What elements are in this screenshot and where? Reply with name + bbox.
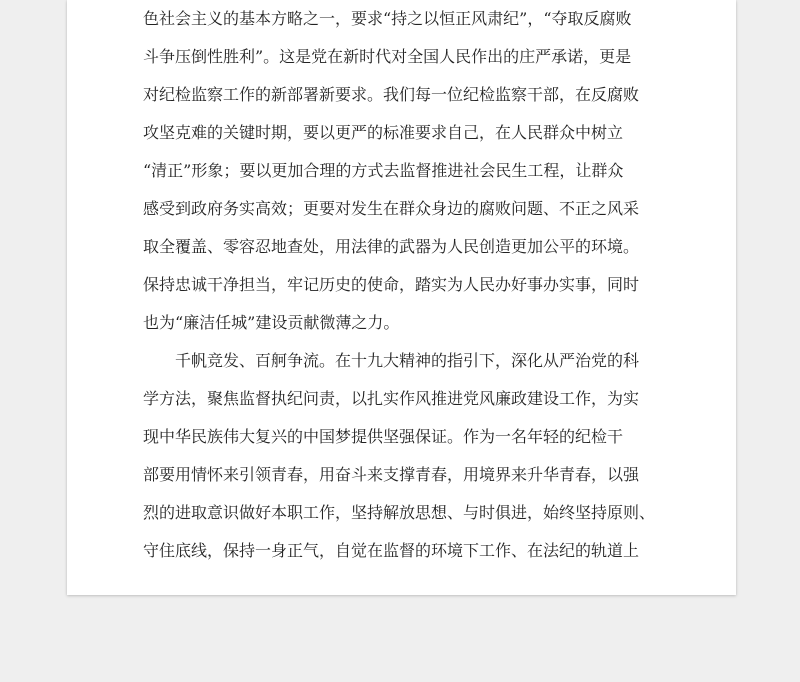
text-line: 烈的进取意识做好本职工作，坚持解放思想、与时俱进，始终坚持原则、: [143, 503, 656, 522]
text-line: 现中华民族伟大复兴的中国梦提供坚强保证。作为一名年轻的纪检干: [143, 427, 624, 446]
text-line: 斗争压倒性胜利”。这是党在新时代对全国人民作出的庄严承诺，更是: [143, 47, 632, 66]
text-line: 千帆竞发、百舸争流。在十九大精神的指引下，深化从严治党的科: [143, 351, 640, 370]
text-line: 取全覆盖、零容忍地查处，用法律的武器为人民创造更加公平的环境。: [143, 237, 640, 256]
text-line: 也为“廉洁任城”建设贡献微薄之力。: [143, 313, 400, 332]
text-line: “清正”形象；要以更加合理的方式去监督推进社会民生工程，让群众: [143, 161, 624, 180]
text-line: 守住底线，保持一身正气，自觉在监督的环境下工作、在法纪的轨道上: [143, 541, 640, 560]
text-line: 部要用情怀来引领青春，用奋斗来支撑青春，用境界来升华青春，以强: [143, 465, 640, 484]
text-line: 学方法，聚焦监督执纪问责，以扎实作风推进党风廉政建设工作，为实: [143, 389, 640, 408]
text-line: 保持忠诚干净担当，牢记历史的使命，踏实为人民办好事办实事，同时: [143, 275, 640, 294]
text-line: 色社会主义的基本方略之一，要求“持之以恒正风肃纪”，“夺取反腐败: [143, 9, 632, 28]
text-line: 感受到政府务实高效；更要对发生在群众身边的腐败问题、不正之风采: [143, 199, 640, 218]
text-line: 对纪检监察工作的新部署新要求。我们每一位纪检监察干部，在反腐败: [143, 85, 640, 104]
text-line: 攻坚克难的关键时期，要以更严的标准要求自己，在人民群众中树立: [143, 123, 624, 142]
document-page: [67, 0, 736, 595]
